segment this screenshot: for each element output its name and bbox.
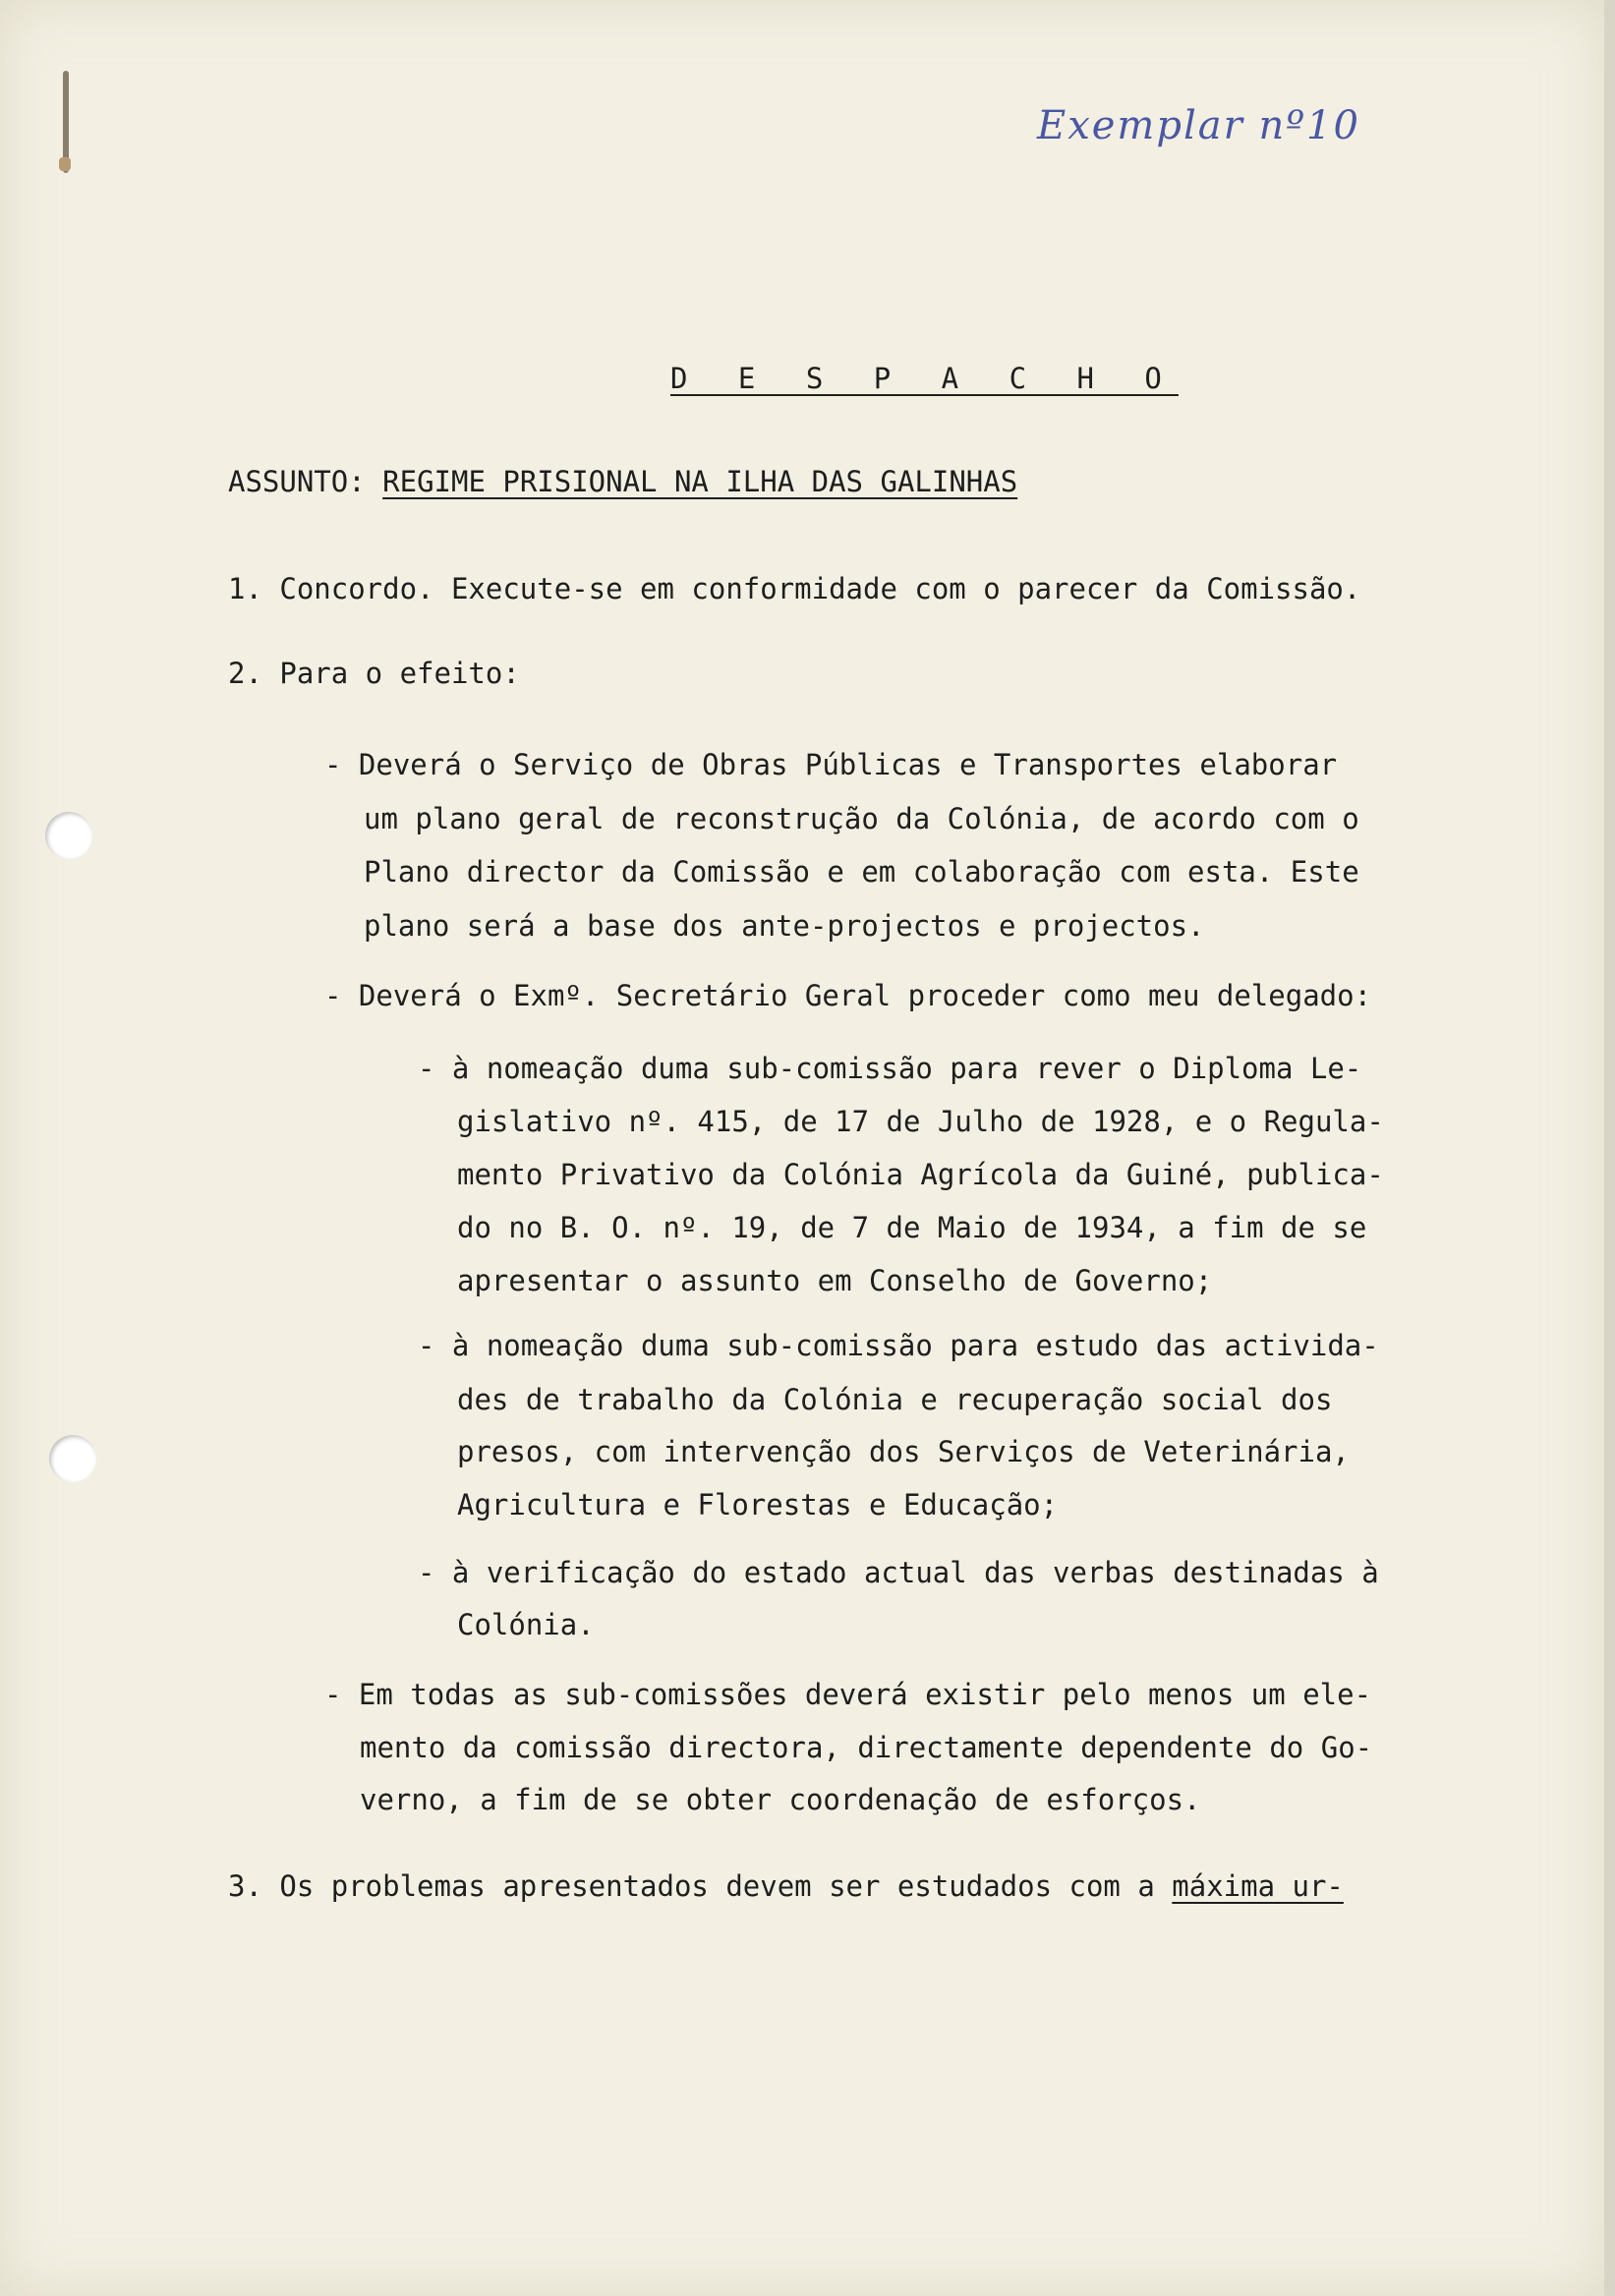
bullet-1-line: um plano geral de reconstrução da Colónia, de acordo com o	[364, 802, 1359, 835]
item-2: 2. Para o efeito:	[228, 657, 520, 690]
item-1: 1. Concordo. Execute-se em conformidade com o parecer da Comissão.	[228, 572, 1361, 605]
sub-item-1-line: mento Privativo da Colónia Agrícola da Guiné, publica-	[457, 1158, 1384, 1191]
document-title: D E S P A C H O	[670, 362, 1179, 395]
bullet-2: - Deverá o Exmº. Secretário Geral proceder como meu delegado:	[324, 979, 1372, 1012]
item-3	[228, 1869, 1344, 1903]
bullet-1-line: plano será a base dos ante-projectos e projectos.	[364, 909, 1205, 943]
bullet-3-line: mento da comissão directora, directamente dependente do Go-	[360, 1731, 1373, 1764]
bullet-3-line: verno, a fim de se obter coordenação de esforços.	[360, 1783, 1201, 1816]
sub-item-3-line: Colónia.	[457, 1608, 595, 1641]
sub-item-2-line: - à nomeação duma sub-comissão para estudo das activida-	[418, 1329, 1379, 1362]
bullet-1-line: Plano director da Comissão e em colaboração com esta. Este	[364, 855, 1359, 889]
sub-item-1-line: apresentar o assunto em Conselho de Governo;	[457, 1264, 1213, 1297]
bullet-1-line: - Deverá o Serviço de Obras Públicas e Transportes elaborar	[324, 748, 1338, 781]
subject-line	[228, 465, 1017, 498]
subject-value: REGIME PRISIONAL NA ILHA DAS GALINHAS	[382, 465, 1018, 498]
sub-item-1-line: do no B. O. nº. 19, de 7 de Maio de 1934, a fim de se	[457, 1211, 1367, 1244]
sub-item-1-line: - à nomeação duma sub-comissão para rever o Diploma Le-	[418, 1052, 1362, 1085]
item-3-text: 3. Os problemas apresentados devem ser estudados com a	[228, 1869, 1173, 1903]
bullet-3-line: - Em todas as sub-comissões deverá existir pelo menos um ele-	[324, 1678, 1372, 1711]
subject-label: ASSUNTO:	[228, 465, 366, 498]
page-edge	[1604, 0, 1615, 2296]
sub-item-2-line: Agricultura e Florestas e Educação;	[457, 1488, 1059, 1521]
sub-item-3-line: - à verificação do estado actual das verbas destinadas à	[418, 1556, 1379, 1589]
handwritten-note: Exemplar nº10	[1037, 103, 1360, 148]
sub-item-2-line: presos, com intervenção dos Serviços de Veterinária,	[457, 1435, 1350, 1468]
sub-item-2-line: des de trabalho da Colónia e recuperação social dos	[457, 1383, 1333, 1416]
sub-item-1-line: gislativo nº. 415, de 17 de Julho de 1928, e o Regula-	[457, 1105, 1384, 1138]
item-3-underlined: máxima ur-	[1172, 1869, 1344, 1903]
